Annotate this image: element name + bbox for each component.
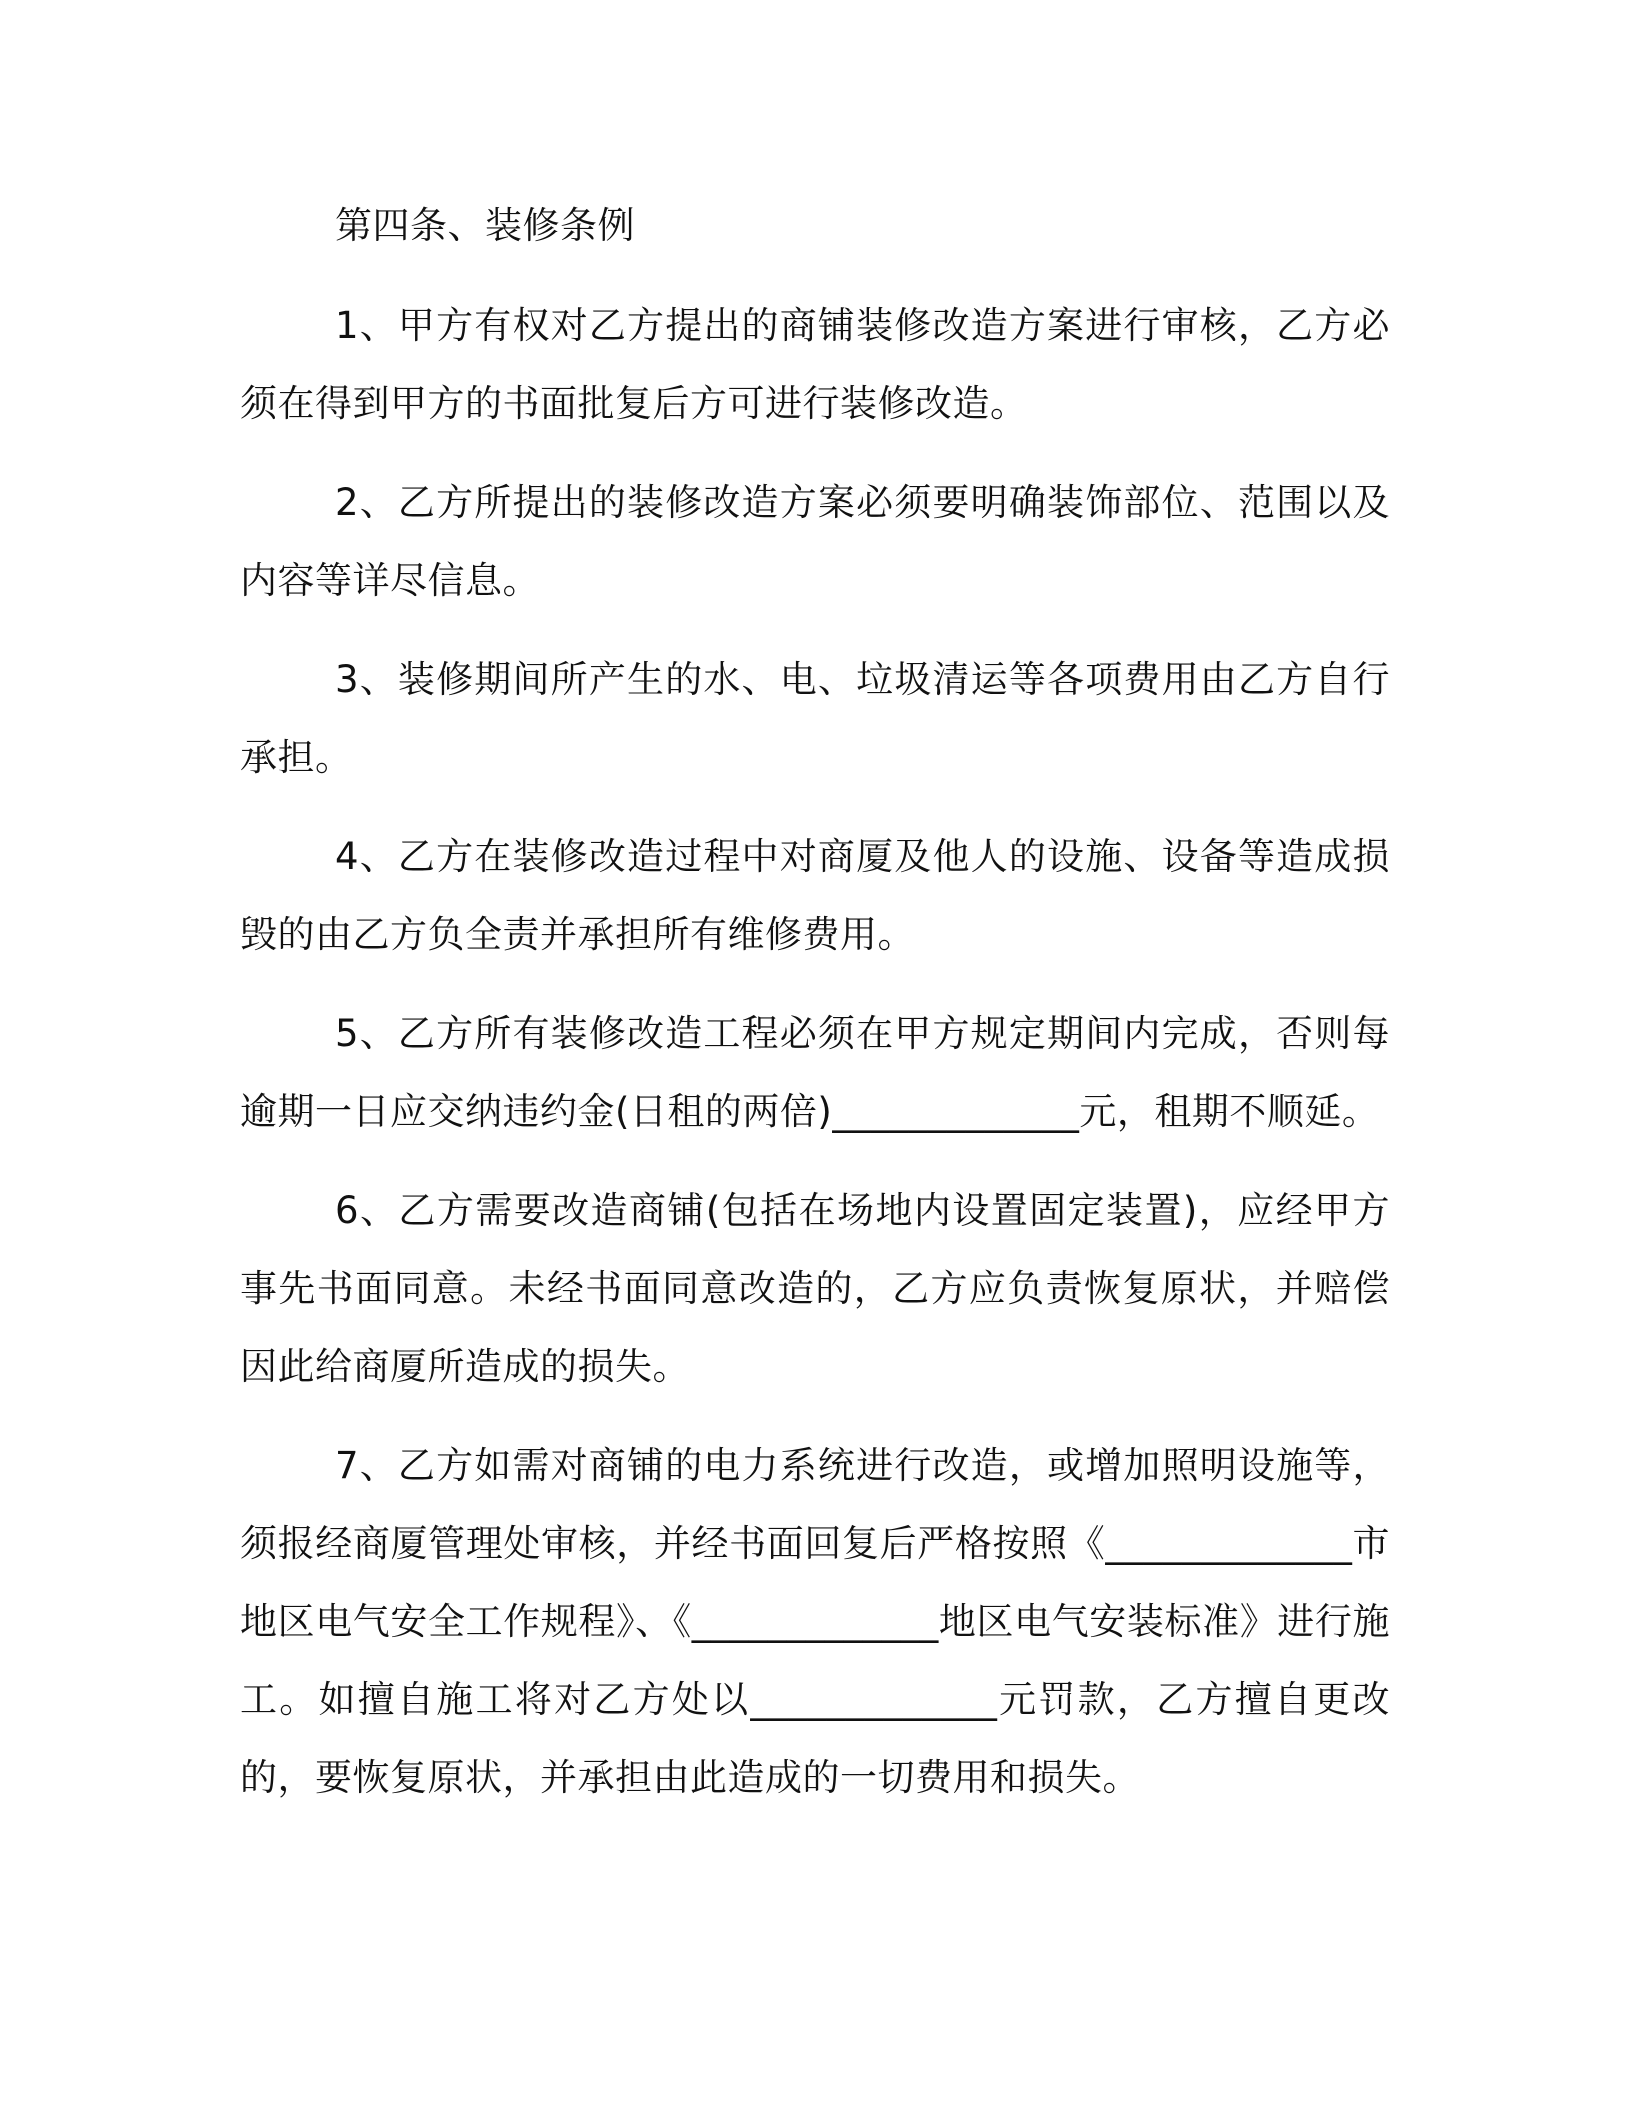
clause-2: 2、乙方所提出的装修改造方案必须要明确装饰部位、范围以及内容等详尽信息。	[240, 481, 1390, 602]
section-heading: 第四条、装修条例	[335, 204, 635, 247]
clause-4: 4、乙方在装修改造过程中对商厦及他人的设施、设备等造成损毁的由乙方负全责并承担所有维修费用。	[240, 835, 1390, 956]
clause-1: 1、甲方有权对乙方提出的商铺装修改造方案进行审核，乙方必须在得到甲方的书面批复后方可进行装修改造。	[240, 304, 1390, 425]
document-body	[240, 186, 1390, 1817]
clause-3: 3、装修期间所产生的水、电、垃圾清运等各项费用由乙方自行承担。	[240, 658, 1390, 779]
clause-7: 7、乙方如需对商铺的电力系统进行改造，或增加照明设施等，须报经商厦管理处审核，并经书面回复后严格按照《_____________市地区电气安全工作规程》、《_____________地区电气安装标准》进行施工。如擅自施工将对乙方处以_____________元罚款，乙方擅自更改的，要恢复原状，并承担由此造成的一切费用和损失。	[240, 1444, 1390, 1799]
clause-6: 6、乙方需要改造商铺(包括在场地内设置固定装置)，应经甲方事先书面同意。未经书面同意改造的，乙方应负责恢复原状，并赔偿因此给商厦所造成的损失。	[240, 1189, 1390, 1388]
clause-5: 5、乙方所有装修改造工程必须在甲方规定期间内完成，否则每逾期一日应交纳违约金(日租的两倍)_____________元，租期不顺延。	[240, 1012, 1390, 1133]
